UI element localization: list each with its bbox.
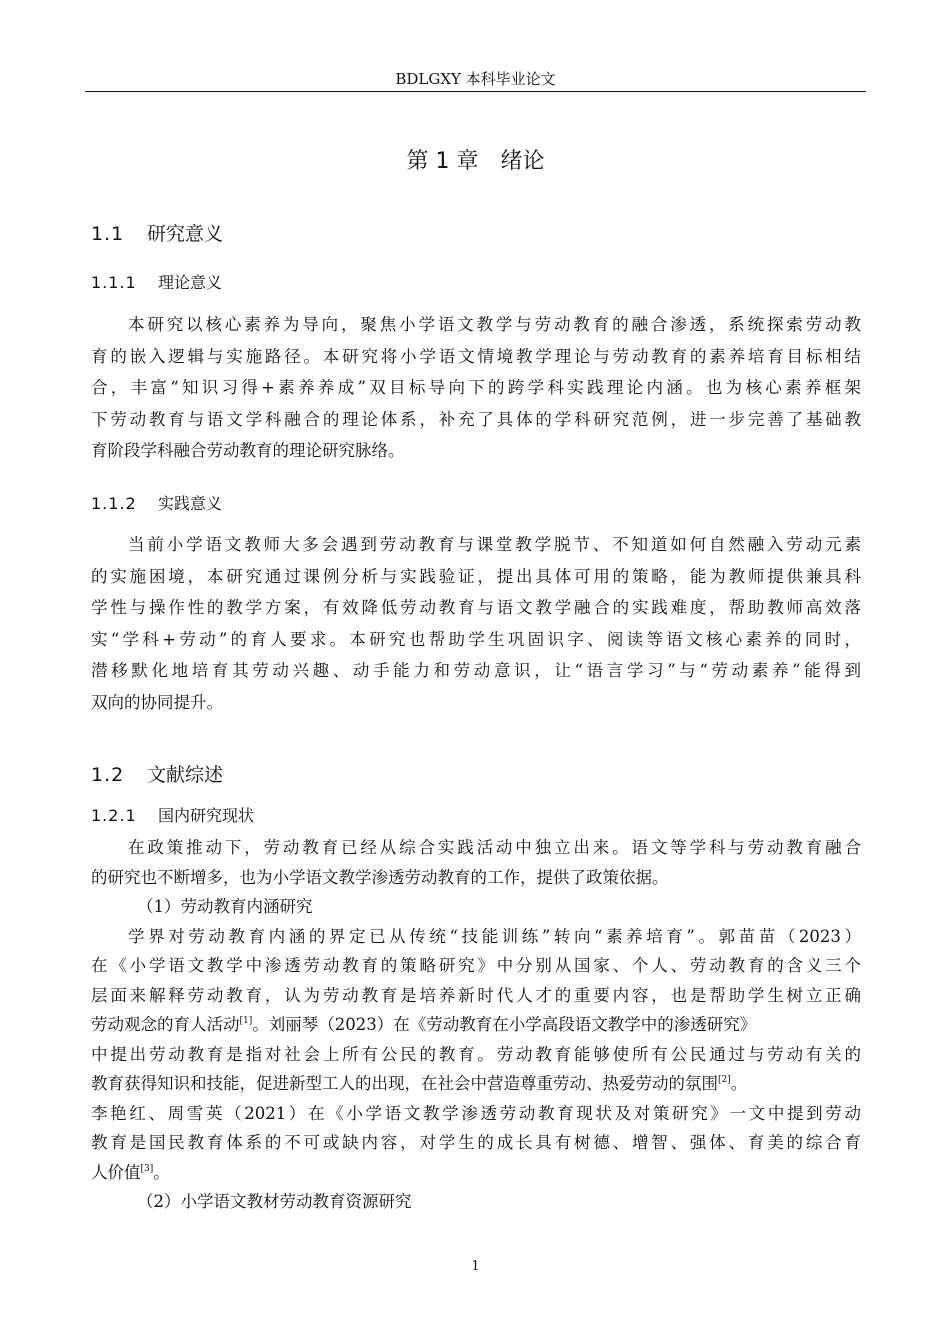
paragraph-line: 育的嵌入逻辑与实施路径。本研究将小学语文情境教学理论与劳动教育的素养培育目标相结: [91, 346, 861, 366]
paragraph-line: 的实施困境，本研究通过课例分析与实践验证，提出具体可用的策略，能为教师提供兼具科: [91, 566, 861, 586]
paragraph-line: 学界对劳动教育内涵的界定已从传统“技能训练”转向“素养培育”。郭苗苗（2023）: [128, 926, 861, 946]
line-text: 教育获得知识和技能，促进新型工人的出现，在社会中营造尊重劳动、热爱劳动的氛围: [91, 1074, 718, 1093]
line-text: 。刘丽琴（2023）在《劳动教育在小学高段语文教学中的渗透研究》: [252, 1015, 757, 1034]
section-1-1-1-heading: [91, 272, 222, 294]
page-number: 1: [471, 1259, 480, 1274]
section-number: 1.1.2: [91, 494, 137, 513]
paragraph-line: 双向的协同提升。: [91, 692, 223, 712]
paragraph-line: 当前小学语文教师大多会遇到劳动教育与课堂教学脱节、不知道如何自然融入劳动元素: [128, 535, 861, 554]
theoretical-significance-paragraph: [91, 309, 861, 467]
paragraph-line: 合，丰富“知识习得+素养养成”双目标导向下的跨学科实践理论内涵。也为核心素养框架: [91, 378, 861, 397]
paragraph-line: 本研究以核心素养为导向，聚焦小学语文教学与劳动教育的融合渗透，系统探索劳动教: [128, 315, 861, 334]
section-1-2-1-heading: [91, 805, 254, 827]
paragraph-line: [91, 1069, 861, 1099]
page-header: BDLGXY 本科毕业论文: [395, 70, 556, 88]
paragraph-line: 在政策推动下，劳动教育已经从综合实践活动中独立出来。语文等学科与劳动教育融合: [128, 838, 861, 857]
line-text: 。: [153, 1162, 170, 1182]
section-title: 文献综述: [147, 764, 224, 786]
paragraph-line: 层面来解释劳动教育，认为劳动教育是培养新时代人才的重要内容，也是帮助学生树立正确: [91, 985, 861, 1005]
section-number: 1.1: [91, 223, 125, 245]
line-text: 劳动观念的育人活动: [91, 1015, 240, 1034]
paragraph-line: 教育是国民教育体系的不可或缺内容，对学生的成长具有树德、增智、强体、育美的综合育: [91, 1133, 861, 1152]
header-rule: [85, 91, 866, 92]
section-number: 1.1.1: [91, 273, 137, 292]
paragraph-line: 李艳红、周雪英（2021）在《小学语文教学渗透劳动教育现状及对策研究》一文中提到劳动: [91, 1103, 861, 1123]
line-text: 人价值: [91, 1162, 141, 1182]
domestic-research-paragraphs: [91, 833, 861, 1217]
paragraph-line: 学性与操作性的教学方案，有效降低劳动教育与语文教学融合的实践难度，帮助教师高效落: [91, 598, 861, 617]
paragraph-line: 育阶段学科融合劳动教育的理论研究脉络。: [91, 441, 405, 460]
section-number: 1.2: [91, 764, 125, 786]
section-1-1-heading: [91, 221, 223, 247]
section-title: 理论意义: [158, 273, 223, 292]
chapter-title: 第 1 章 绪论: [406, 149, 545, 174]
paragraph-line: 实“学科+劳动”的育人要求。本研究也帮助学生巩固识字、阅读等语文核心素养的同时，: [91, 629, 861, 649]
section-title: 实践意义: [158, 494, 223, 513]
paragraph-line: 中提出劳动教育是指对社会上所有公民的教育。劳动教育能够使所有公民通过与劳动有关的: [91, 1044, 861, 1064]
section-1-2-heading: [91, 762, 223, 788]
paragraph-line: [91, 1158, 861, 1188]
section-1-1-2-heading: [91, 493, 222, 515]
paragraph-line: 的研究也不断增多，也为小学语文教学渗透劳动教育的工作，提供了政策依据。: [91, 867, 669, 887]
paragraph-line: [91, 1010, 861, 1040]
paragraph-line: 潜移默化地培育其劳动兴趣、动手能力和劳动意识，让“语言学习”与“劳动素养”能得到: [91, 661, 861, 680]
citation-ref[interactable]: [3]: [140, 1163, 154, 1174]
citation-ref[interactable]: [2]: [718, 1075, 731, 1085]
section-title: 研究意义: [147, 223, 224, 245]
practical-significance-paragraph: [91, 529, 861, 718]
section-number: 1.2.1: [91, 806, 137, 825]
citation-ref[interactable]: [1]: [239, 1016, 253, 1026]
paragraph-line: 下劳动教育与语文学科融合的理论体系，补充了具体的学科研究范例，进一步完善了基础教: [91, 409, 861, 429]
subsection-heading-labor-education-connotation: （1）劳动教育内涵研究: [137, 897, 313, 916]
section-title: 国内研究现状: [158, 806, 255, 825]
line-text: 。: [730, 1074, 748, 1093]
subsection-heading-textbook-resources: （2）小学语文教材劳动教育资源研究: [137, 1192, 412, 1211]
paragraph-line: 在《小学语文教学中渗透劳动教育的策略研究》中分别从国家、个人、劳动教育的含义三个: [91, 956, 861, 975]
